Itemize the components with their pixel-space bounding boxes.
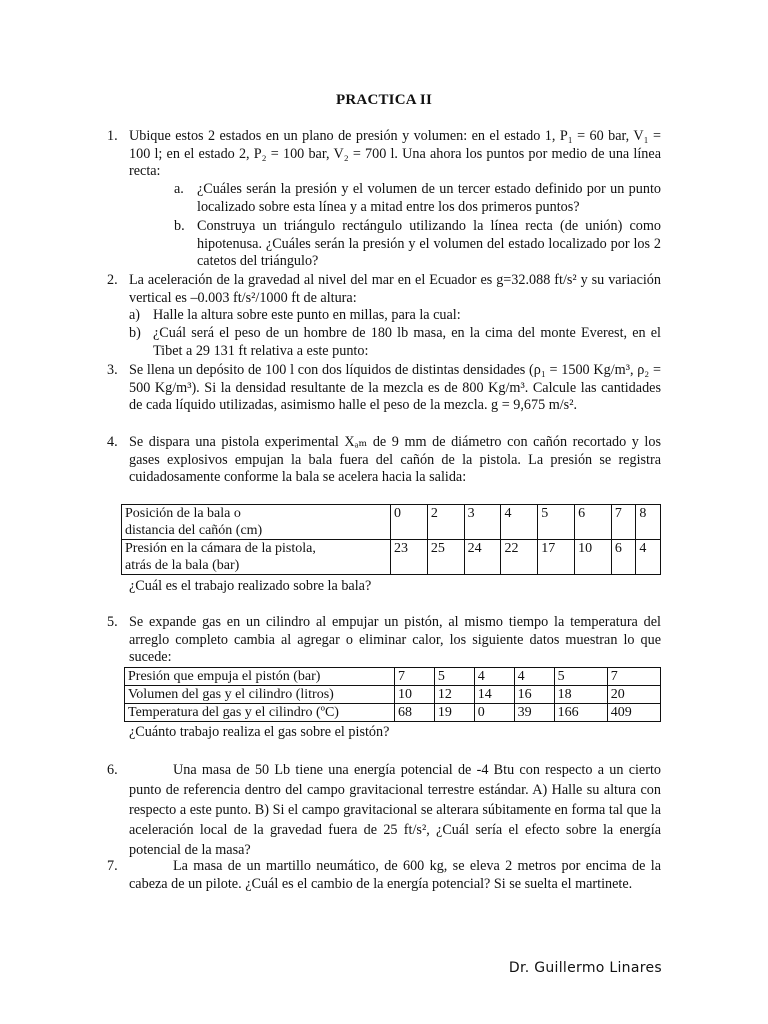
table-cell: 5	[538, 505, 575, 540]
table-cell: 7	[607, 668, 660, 686]
question-5-prompt: ¿Cuánto trabajo realiza el gas sobre el pistón?	[129, 724, 390, 740]
table-row-label: Temperatura del gas y el cilindro (ºC)	[125, 704, 395, 722]
subitem-label: a)	[129, 307, 141, 323]
question-number: 2.	[107, 272, 118, 288]
subitem-text: ¿Cuál será el peso de un hombre de 180 lb masa, en la cima del monte Everest, en el Tibet a 29 131 ft relativa a este punto:	[153, 325, 661, 359]
table-row-label: Posición de la bala o distancia del cañón (cm)	[122, 505, 391, 540]
table-cell: 17	[538, 540, 575, 575]
table-row	[122, 505, 661, 540]
table-cell: 409	[607, 704, 660, 722]
table-cell: 10	[575, 540, 612, 575]
table-row	[122, 540, 661, 575]
table-row-label: Presión que empuja el pistón (bar)	[125, 668, 395, 686]
table-cell: 6	[611, 540, 636, 575]
table-cell: 3	[464, 505, 501, 540]
table-cell: 7	[611, 505, 636, 540]
question-text: Se dispara una pistola experimental Xₐₘ de 9 mm de diámetro con cañón recortado y los gases explosivos empujan la bala fuera del cañón de la pistola. La presión se registra cuidadosamente conforme la bala se acelera hacia la salida:	[129, 434, 661, 485]
table-row	[125, 704, 661, 722]
question-text: Ubique estos 2 estados en un plano de presión y volumen: en el estado 1, P₁ = 60 bar, V₁ = 100 l; en el estado 2, P₂ = 100 bar, V₂ = 700 l. Una ahora los puntos por medio de una línea recta:	[129, 128, 661, 179]
table-cell: 4	[501, 505, 538, 540]
subitem-text: Construya un triángulo rectángulo utilizando la línea recta (de unión) como hipotenusa. ¿Cuáles serán la presión y el volumen del estado localizado por los 2 catetos del triángulo?	[197, 218, 661, 269]
table-cell: 25	[427, 540, 464, 575]
table-cell: 39	[514, 704, 554, 722]
table-row	[125, 686, 661, 704]
question-text: La aceleración de la gravedad al nivel del mar en el Ecuador es g=32.088 ft/s² y su variación vertical es –0.003 ft/s²/1000 ft de altura:	[129, 272, 661, 306]
page-title: PRACTICA II	[336, 92, 432, 108]
table-cell: 23	[391, 540, 428, 575]
question-number: 6.	[107, 762, 118, 778]
question-number: 5.	[107, 614, 118, 630]
question-number: 7.	[107, 858, 118, 874]
table-cell: 24	[464, 540, 501, 575]
question-text: Se expande gas en un cilindro al empujar un pistón, al mismo tiempo la temperatura del arreglo completo cambia al agregar o eliminar calor, los siguiente datos muestran lo que sucede:	[129, 614, 661, 665]
table-cell: 0	[474, 704, 514, 722]
subitem-text: ¿Cuáles serán la presión y el volumen de un tercer estado definido por un punto localizado sobre esta línea y a mitad entre los dos primeros puntos?	[197, 181, 661, 215]
table-cell: 0	[391, 505, 428, 540]
question-text: La masa de un martillo neumático, de 600 kg, se eleva 2 metros por encima de la cabeza de un pilote. ¿Cuál es el cambio de la energía potencial? Si se suelta el martinete.	[129, 858, 661, 892]
table-cell: 20	[607, 686, 660, 704]
subitem-label: a.	[174, 181, 184, 197]
table-cell: 4	[514, 668, 554, 686]
question-number: 1.	[107, 128, 118, 144]
table-cell: 8	[636, 505, 661, 540]
table-cell: 4	[474, 668, 514, 686]
table-cell: 10	[395, 686, 435, 704]
table-cell: 5	[434, 668, 474, 686]
author-signature: Dr. Guillermo Linares	[508, 960, 662, 976]
table-cell: 16	[514, 686, 554, 704]
table-cell: 2	[427, 505, 464, 540]
bullet-pressure-table	[121, 504, 661, 575]
table-cell: 6	[575, 505, 612, 540]
question-number: 3.	[107, 362, 118, 378]
table-row-label: Presión en la cámara de la pistola, atrás de la bala (bar)	[122, 540, 391, 575]
question-text: Una masa de 50 Lb tiene una energía potencial de -4 Btu con respecto a un cierto punto de referencia dentro del campo gravitacional terrestre estándar. A) Halle su altura con respecto a este punto. B) Si el campo gravitacional se alterara súbitamente en forma tal que la aceleración local de la gravedad fuera de 25 ft/s², ¿Cuál sería el efecto sobre la energía potencial de la masa?	[129, 762, 661, 858]
question-4-prompt: ¿Cuál es el trabajo realizado sobre la bala?	[129, 578, 372, 594]
table-row-label: Volumen del gas y el cilindro (litros)	[125, 686, 395, 704]
table-cell: 19	[434, 704, 474, 722]
table-cell: 22	[501, 540, 538, 575]
table-cell: 68	[395, 704, 435, 722]
table-cell: 5	[554, 668, 607, 686]
gas-expansion-table	[124, 667, 661, 722]
table-cell: 166	[554, 704, 607, 722]
subitem-text: Halle la altura sobre este punto en millas, para la cual:	[153, 307, 461, 323]
subitem-label: b)	[129, 325, 141, 341]
table-cell: 18	[554, 686, 607, 704]
table-cell: 14	[474, 686, 514, 704]
table-cell: 12	[434, 686, 474, 704]
subitem-label: b.	[174, 218, 185, 234]
table-cell: 4	[636, 540, 661, 575]
question-number: 4.	[107, 434, 118, 450]
table-row	[125, 668, 661, 686]
table-cell: 7	[395, 668, 435, 686]
question-text: Se llena un depósito de 100 l con dos líquidos de distintas densidades (ρ₁ = 1500 Kg/m³, ρ₂ = 500 Kg/m³). Si la densidad resultante de la mezcla es de 800 Kg/m³. Calcule las cantidades de cada líquido utilizadas, asimismo halle el peso de la mezcla. g = 9,675 m/s².	[129, 362, 661, 413]
